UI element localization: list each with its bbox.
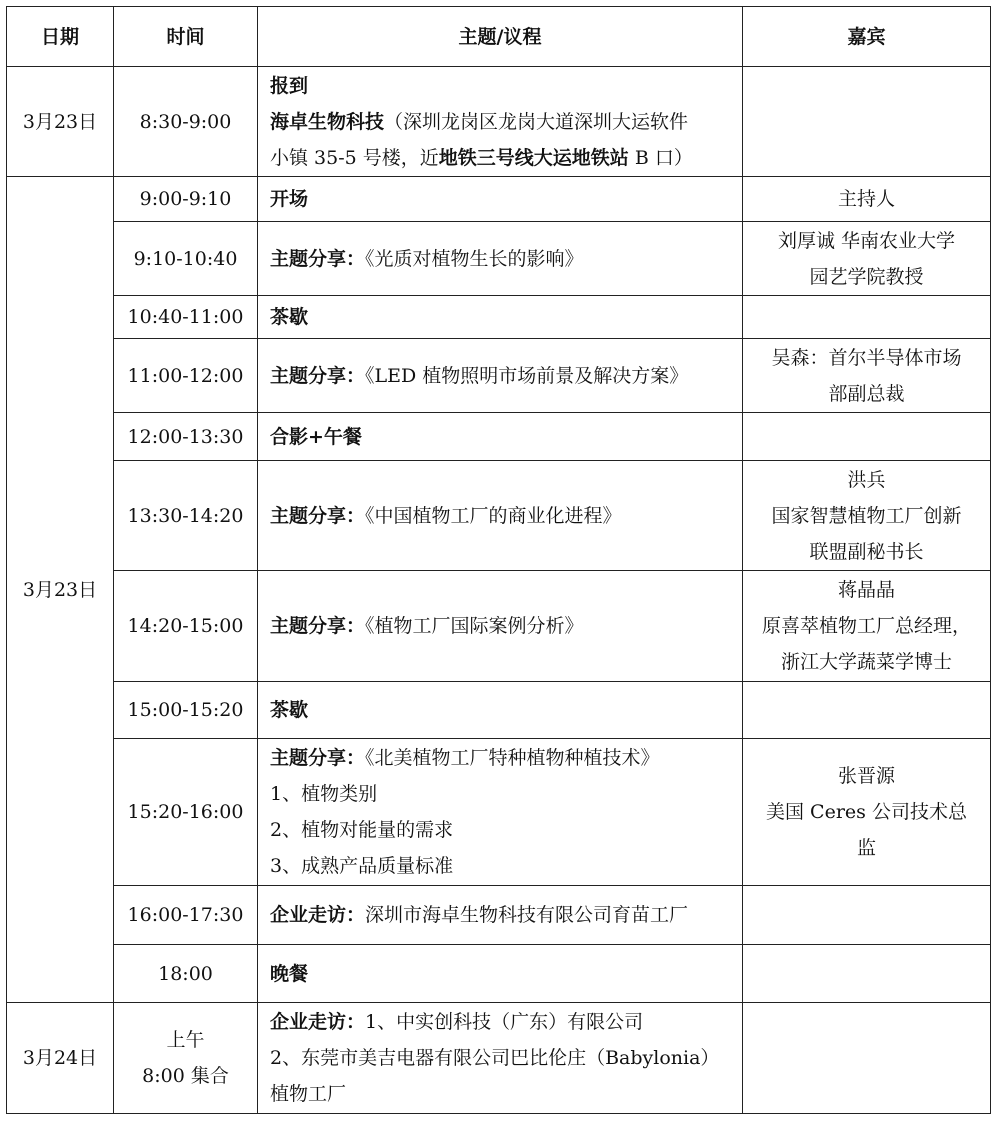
- topic-line: 2、植物对能量的需求: [270, 819, 454, 841]
- time-cell: 9:00-9:10: [114, 177, 258, 222]
- guest-cell: [743, 571, 991, 682]
- table-row: [7, 461, 991, 571]
- topic-cell: [258, 886, 743, 945]
- guest-cell: [743, 461, 991, 571]
- topic-line: 植物工厂: [270, 1083, 347, 1105]
- topic-prefix: 主题分享：: [270, 504, 366, 527]
- topic-cell: 开场: [258, 177, 743, 222]
- topic-line: [270, 104, 730, 140]
- guest-line: 蒋晶晶: [837, 579, 895, 601]
- table-row: [7, 739, 991, 886]
- topic-line: [270, 740, 730, 776]
- topic-line: [270, 1004, 730, 1040]
- table-row: [7, 682, 991, 739]
- guest-cell: [743, 682, 991, 739]
- address-text: 小镇 35-5 号楼，近: [270, 146, 439, 169]
- time-cell: 12:00-13:30: [114, 413, 258, 461]
- address-text: （深圳龙岗区龙岗大道深圳大运软件: [384, 110, 689, 133]
- time-cell: 18:00: [114, 945, 258, 1003]
- topic-title: 《植物工厂国际案例分析》: [365, 615, 584, 637]
- topic-prefix: 企业走访：: [270, 1011, 366, 1033]
- header-guest: 嘉宾: [743, 7, 991, 67]
- date-cell: 3月23日: [7, 177, 114, 1003]
- guest-line: 监: [856, 837, 876, 859]
- time-line: 8:00 集合: [142, 1065, 229, 1087]
- table-row: [7, 1003, 991, 1114]
- time-cell: 16:00-17:30: [114, 886, 258, 945]
- schedule-table: [6, 6, 991, 1114]
- time-cell: 11:00-12:00: [114, 339, 258, 413]
- guest-line: 浙江大学蔬菜学博士: [780, 651, 952, 673]
- address-text: B 口）: [628, 146, 693, 169]
- time-cell: [114, 1003, 258, 1114]
- guest-cell: [743, 222, 991, 296]
- date-cell: 3月24日: [7, 1003, 114, 1114]
- time-line: 上午: [166, 1029, 205, 1051]
- guest-line: 原喜萃植物工厂总经理，: [761, 615, 971, 637]
- table-row: [7, 571, 991, 682]
- guest-line: 部副总裁: [828, 382, 905, 405]
- topic-title: 1、中实创科技（广东）有限公司: [365, 1011, 644, 1033]
- topic-cell: [258, 571, 743, 682]
- guest-line: 吴森：首尔半导体市场: [771, 346, 962, 369]
- topic-title: 《中国植物工厂的商业化进程》: [365, 504, 622, 527]
- header-topic: 主题/议程: [258, 7, 743, 67]
- topic-prefix: 主题分享：: [270, 747, 366, 769]
- time-cell: 9:10-10:40: [114, 222, 258, 296]
- guest-line: 国家智慧植物工厂创新: [771, 504, 962, 527]
- guest-cell: [743, 739, 991, 886]
- time-cell: 15:20-16:00: [114, 739, 258, 886]
- guest-line: 洪兵: [847, 468, 886, 491]
- guest-cell: [743, 296, 991, 339]
- topic-cell: [258, 339, 743, 413]
- metro-station: 地铁三号线大运地铁站: [438, 146, 629, 169]
- guest-line: 美国 Ceres 公司技术总: [766, 801, 967, 823]
- topic-cell: 茶歇: [258, 682, 743, 739]
- guest-cell: [743, 945, 991, 1003]
- table-row: [7, 177, 991, 222]
- guest-cell: [743, 886, 991, 945]
- table-row: [7, 945, 991, 1003]
- date-cell: 3月23日: [7, 67, 114, 177]
- topic-line: 1、植物类别: [270, 783, 378, 805]
- time-cell: 15:00-15:20: [114, 682, 258, 739]
- time-cell: 13:30-14:20: [114, 461, 258, 571]
- guest-line: 刘厚诚 华南农业大学: [777, 229, 956, 252]
- topic-line: 报到: [270, 74, 309, 97]
- guest-cell: [743, 1003, 991, 1114]
- table-row: [7, 222, 991, 296]
- topic-title: 《LED 植物照明市场前景及解决方案》: [365, 364, 689, 387]
- topic-cell: [258, 222, 743, 296]
- time-cell: 8:30-9:00: [114, 67, 258, 177]
- guest-cell: 主持人: [743, 177, 991, 222]
- topic-prefix: 企业走访：: [270, 904, 366, 926]
- table-row: [7, 339, 991, 413]
- guest-cell: [743, 339, 991, 413]
- header-time: 时间: [114, 7, 258, 67]
- company-name: 海卓生物科技: [270, 110, 385, 133]
- topic-cell: [258, 461, 743, 571]
- topic-line: 3、成熟产品质量标准: [270, 855, 454, 877]
- guest-line: 联盟副秘书长: [809, 540, 924, 563]
- topic-cell: [258, 67, 743, 177]
- guest-line: 园艺学院教授: [809, 265, 924, 288]
- guest-cell: [743, 413, 991, 461]
- guest-cell: [743, 67, 991, 177]
- table-row: [7, 413, 991, 461]
- table-row: [7, 296, 991, 339]
- topic-title: 《北美植物工厂特种植物种植技术》: [365, 747, 660, 769]
- table-row: [7, 67, 991, 177]
- header-date: 日期: [7, 7, 114, 67]
- topic-cell: 茶歇: [258, 296, 743, 339]
- time-cell: 10:40-11:00: [114, 296, 258, 339]
- table-row: [7, 886, 991, 945]
- topic-prefix: 主题分享：: [270, 364, 366, 387]
- topic-title: 深圳市海卓生物科技有限公司育苗工厂: [365, 904, 689, 926]
- topic-line: [270, 140, 730, 176]
- guest-line: 张晋源: [837, 765, 895, 787]
- topic-cell: 晚餐: [258, 945, 743, 1003]
- topic-cell: [258, 1003, 743, 1114]
- topic-prefix: 主题分享：: [270, 247, 366, 270]
- topic-prefix: 主题分享：: [270, 615, 366, 637]
- header-row: [7, 7, 991, 67]
- topic-title: 《光质对植物生长的影响》: [365, 247, 584, 270]
- topic-cell: 合影+午餐: [258, 413, 743, 461]
- time-cell: 14:20-15:00: [114, 571, 258, 682]
- topic-line: 2、东莞市美吉电器有限公司巴比伦庄（Babylonia）: [270, 1047, 720, 1069]
- topic-cell: [258, 739, 743, 886]
